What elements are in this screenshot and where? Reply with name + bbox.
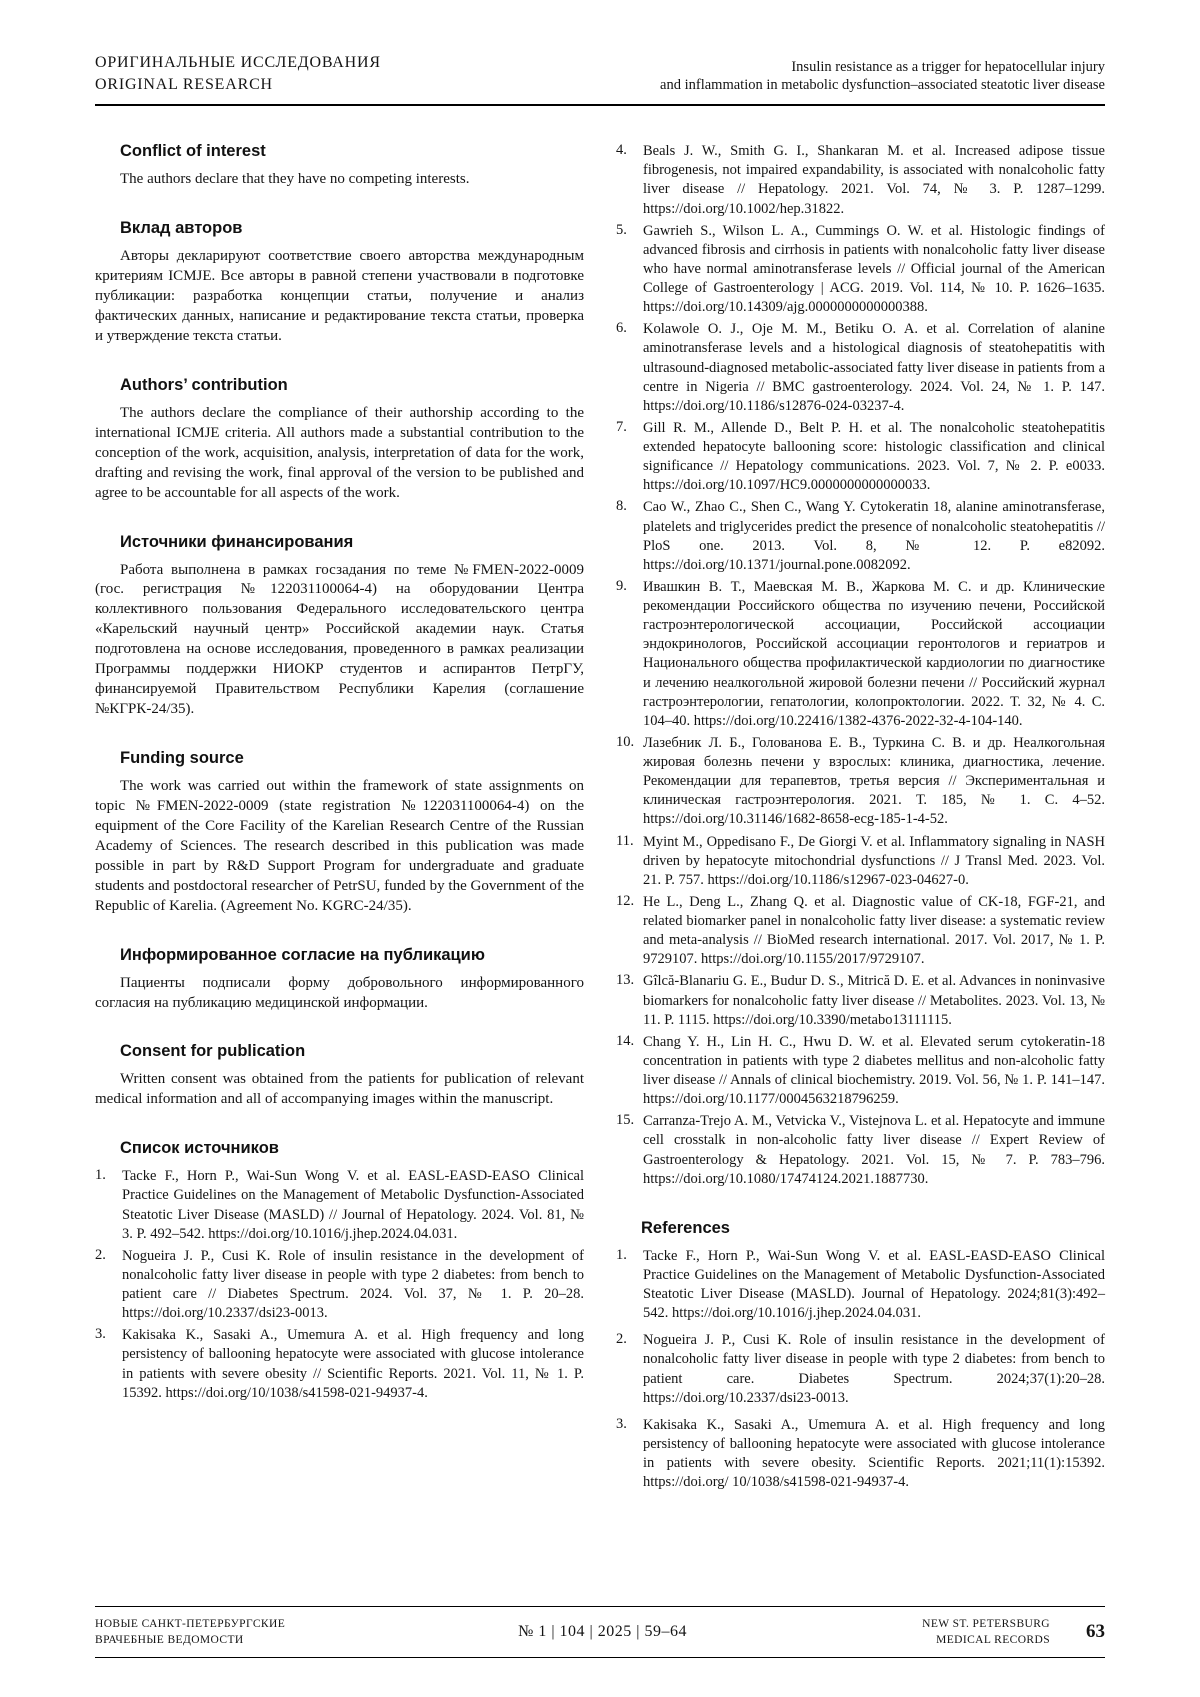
reference-number: 10. <box>616 733 635 750</box>
section-heading: Authors’ contribution <box>120 375 288 394</box>
section-text: Пациенты подписали форму добровольного информированного согласия на публикацию медицинской информации. <box>95 974 584 1011</box>
section-heading: Источники финансирования <box>120 532 354 551</box>
reference-item <box>95 1167 584 1244</box>
references-list-en <box>616 1247 1105 1493</box>
reference-text: Kolawole O. J., Oje M. M., Betiku O. A. et al. Correlation of alanine aminotransferase levels and a histological diagnosis of steatohepatitis with ultrasound-diagnosed metabolic-associated fatty liver disease in patients from a centre in Nigeria // BMC gastroenterology. 2024. Vol. 24, № 1. P. 147. https://doi.org/10.1186/s12876-024-03237-4. <box>643 321 1105 414</box>
reference-number: 7. <box>616 418 627 435</box>
reference-item <box>616 1033 1105 1110</box>
section-text: Авторы декларируют соответствие своего авторства международным критериям ICMJE. Все авторы в равной степени участвовали в подготовке публикации: разработка концепции статьи, получение и анализ фактических данных, написание и редактирование текста статьи, проверка и утверждение текста статьи. <box>95 248 584 344</box>
reference-text: Kakisaka K., Sasaki A., Umemura A. et al. High frequency and long persistency of ballooning hepatocyte were associated with glucose intolerance in patients with severe obesity. Scientific Reports. 2021;11(1):15392. https://doi.org/ 10/1038/s41598-021-94937-4. <box>643 1416 1105 1491</box>
page-footer <box>95 1606 1105 1658</box>
reference-number: 5. <box>616 221 627 238</box>
reference-number: 8. <box>616 498 627 515</box>
left-column <box>95 142 584 1521</box>
section-heading: Вклад авторов <box>120 219 243 238</box>
page-header <box>95 52 1105 106</box>
reference-item <box>616 419 1105 496</box>
statement-sections <box>95 142 584 1110</box>
section <box>95 219 584 347</box>
reference-item <box>616 893 1105 970</box>
section-heading: References <box>641 1218 730 1237</box>
rubric-en: ORIGINAL RESEARCH <box>95 75 273 93</box>
sources-ru-section <box>95 1139 584 1403</box>
reference-text: He L., Deng L., Zhang Q. et al. Diagnostic value of CK-18, FGF-21, and related biomarker panel in nonalcoholic fatty liver disease: a systematic review and meta-analysis // BioMed research international. 2017. Vol. 2017, № 1. P. 9729107. https://doi.org/10.1155/2017/9729107. <box>643 893 1105 968</box>
reference-text: Gawrieh S., Wilson L. A., Cummings O. W. et al. Histologic findings of advanced fibrosis and cirrhosis in patients with nonalcoholic fatty liver disease who have normal aminotransferase levels // Official journal of the American College of Gastroenterology | ACG. 2019. Vol. 114, № 10. P. 1626–1635. https://doi.org/10.14309/ajg.0000000000000388. <box>643 222 1105 316</box>
reference-number: 2. <box>95 1246 106 1263</box>
reference-number: 9. <box>616 577 627 594</box>
section <box>95 376 584 504</box>
reference-item <box>616 833 1105 890</box>
reference-text: Nogueira J. P., Cusi K. Role of insulin resistance in the development of nonalcoholic fatty liver disease in people with type 2 diabetes: from bench to patient care. Diabetes Spectrum. 2024;37(1):20–28. https://doi.org/10.2337/dsi23-0013. <box>643 1332 1105 1406</box>
reference-item <box>616 734 1105 830</box>
reference-item <box>616 222 1105 318</box>
reference-number: 15. <box>616 1112 635 1129</box>
section-heading: Информированное согласие на публикацию <box>120 945 485 964</box>
reference-text: Nogueira J. P., Cusi K. Role of insulin resistance in the development of nonalcoholic fatty liver disease in people with type 2 diabetes: from bench to patient care // Diabetes Spectrum. 2024. Vol. 37, № 1. P. 20–28. https://doi.org/10.2337/dsi23-0013. <box>122 1247 584 1322</box>
reference-item <box>616 320 1105 416</box>
right-column <box>616 142 1105 1521</box>
reference-text: Gill R. M., Allende D., Belt P. H. et al. The nonalcoholic steatohepatitis extended hepatocyte ballooning score: histologic classification and clinical significance // Hepatology communications. 2023. Vol. 7, № 2. P. e0033. https://doi.org/10.1097/HC9.0000000000000033. <box>643 419 1105 494</box>
section-heading: Conflict of interest <box>120 142 266 161</box>
reference-number: 3. <box>95 1326 106 1343</box>
section <box>95 533 584 721</box>
reference-number: 3. <box>616 1415 627 1432</box>
section <box>95 749 584 917</box>
reference-text: Gîlcă-Blanariu G. E., Budur D. S., Mitrică D. E. et al. Advances in noninvasive biomarkers for nonalcoholic fatty liver disease // Metabolites. 2023. Vol. 13, № 11. P. 1115. https://doi.org/10.3390/metabo13111115. <box>643 973 1105 1028</box>
section <box>95 946 584 1014</box>
footer-journal-ru-line1: НОВЫЕ САНКТ-ПЕТЕРБУРГСКИЕ <box>95 1617 286 1630</box>
section-text: Работа выполнена в рамках госзадания по теме №FMEN-2022-0009 (гос. регистрация №122031100064-4) на оборудовании Центра коллективного пользования Федерального исследовательского центра «Карельский научный центр» Российской академии наук. Статья подготовлена на основе исследования, проведенного в рамках реализации Программы поддержки НИОКР студентов и аспирантов ПетрГУ, финансируемой Правительством Республики Карелия (соглашение №КГРК-24/35). <box>95 561 584 718</box>
reference-text: Лазебник Л. Б., Голованова Е. В., Туркина С. В. и др. Неалкогольная жировая болезнь печени у взрослых: клиника, диагностика, лечение. Рекомендации для терапевтов, третья версия // Экспериментальная и клиническая гастроэнтерология. 2021. Т. 185, № 1. С. 4–52. https://doi.org/10.31146/1682-8658-ecg-185-1-4-52. <box>643 734 1105 828</box>
two-column-body <box>95 142 1105 1521</box>
reference-number: 14. <box>616 1032 635 1049</box>
footer-journal-ru-line2: ВРАЧЕБНЫЕ ВЕДОМОСТИ <box>95 1633 244 1646</box>
reference-item <box>95 1326 584 1403</box>
section-text: The work was carried out within the framework of state assignments on topic №FMEN-2022-0009 (state registration №122031100064-4) on the equipment of the Core Facility of the Karelian Research Centre of the Russian Academy of Sciences. The research described in this publication was made possible in part by R&D Support Program for undergraduate and graduate students and postdoctoral researcher of PetrSU, funded by the Government of the Republic of Karelia. (Agreement No. KGRC-24/35). <box>95 778 584 914</box>
footer-journal-name-en <box>860 1616 1050 1648</box>
section-text: Written consent was obtained from the patients for publication of relevant medical information and all of accompanying images within the manuscript. <box>95 1071 584 1108</box>
section-text: The authors declare that they have no competing interests. <box>120 171 470 188</box>
reference-item <box>616 498 1105 575</box>
reference-number: 6. <box>616 320 627 337</box>
reference-text: Kakisaka K., Sasaki A., Umemura A. et al. High frequency and long persistency of ballooning hepatocyte were associated with glucose intolerance in patients with severe obesity // Scientific Reports. 2021. Vol. 11, № 1. P. 15392. https://doi.org/10/1038/s41598-021-94937-4. <box>122 1327 584 1401</box>
reference-number: 2. <box>616 1331 627 1348</box>
rubric-ru: ОРИГИНАЛЬНЫЕ ИССЛЕДОВАНИЯ <box>95 54 381 71</box>
reference-text: Tacke F., Horn P., Wai-Sun Wong V. et al. EASL-EASD-EASO Clinical Practice Guidelines on the Management of Metabolic Dysfunction-Associated Steatotic Liver Disease (MASLD). Journal of Hepatology. 2024;81(3):492–542. https://doi.org/10.1016/j.jhep.2024.04.031. <box>643 1247 1105 1322</box>
footer-journal-en-line2: MEDICAL RECORDS <box>936 1633 1050 1646</box>
reference-number: 13. <box>616 972 635 989</box>
reference-text: Cao W., Zhao C., Shen C., Wang Y. Cytokeratin 18, alanine aminotransferase, platelets and triglycerides predict the presence of nonalcoholic steatohepatitis // PloS one. 2013. Vol. 8, № 12. P. e82092. https://doi.org/10.1371/journal.pone.0082092. <box>643 499 1105 573</box>
reference-number: 1. <box>95 1167 106 1184</box>
reference-item <box>616 1416 1105 1493</box>
reference-text: Ивашкин В. Т., Маевская М. В., Жаркова М. С. и др. Клинические рекомендации Российского общества по изучению печени, Российской гастроэнтерологической ассоциации, Российской ассоциации эндокринологов, Российской ассоциации геронтологов и гериатров и Национального общества профилактической кардиологии по диагностике и лечению неалкогольной жировой болезни печени // Российский журнал гастроэнтерологии, гепатологии, колопроктологии. 2022. Т. 32, № 4. С. 104–40. https://doi.org/10.22416/1382-4376-2022-32-4-104-140. <box>643 578 1105 729</box>
footer-journal-name-ru <box>95 1616 345 1648</box>
section-text: The authors declare the compliance of their authorship according to the international ICMJE criteria. All authors made a substantial contribution to the conception of the work, acquisition, analysis, interpretation of data for the work, drafting and revising the work, final approval of the version to be published and agree to be accountable for all aspects of the work. <box>95 404 584 501</box>
reference-text: Beals J. W., Smith G. I., Shankaran M. et al. Increased adipose tissue fibrogenesis, not impaired expandability, is associated with nonalcoholic fatty liver disease // Hepatology. 2021. Vol. 74, № 3. P. 1287–1299. https://doi.org/10.1002/hep.31822. <box>643 143 1105 217</box>
reference-item <box>616 972 1105 1029</box>
references-en-section <box>616 1219 1105 1493</box>
section-heading: Список источников <box>120 1139 279 1158</box>
footer-journal-en-line1: NEW ST. PETERSBURG <box>922 1617 1050 1630</box>
section <box>95 142 584 190</box>
running-title <box>660 58 1105 96</box>
reference-number: 4. <box>616 142 627 159</box>
reference-item <box>616 142 1105 219</box>
footer-issue-info: № 1 | 104 | 2025 | 59–64 <box>518 1622 687 1640</box>
section-heading: Consent for publication <box>120 1042 306 1061</box>
reference-number: 12. <box>616 892 635 909</box>
reference-number: 1. <box>616 1246 627 1263</box>
references-list-ru <box>95 1167 584 1403</box>
reference-item <box>616 1331 1105 1408</box>
references-list-ru-continued <box>616 142 1105 1189</box>
reference-item <box>616 1247 1105 1324</box>
reference-text: Tacke F., Horn P., Wai-Sun Wong V. et al. EASL-EASD-EASO Clinical Practice Guidelines on the Management of Metabolic Dysfunction-Associated Steatotic Liver Disease (MASLD) // Journal of Hepatology. 2024. Vol. 81, № 3. P. 492–542. https://doi.org/10.1016/j.jhep.2024.04.031. <box>122 1168 584 1242</box>
reference-item <box>616 578 1105 731</box>
reference-item <box>616 1112 1105 1189</box>
reference-number: 11. <box>616 832 634 849</box>
running-title-line1: Insulin resistance as a trigger for hepatocellular injury <box>791 58 1105 75</box>
section <box>95 1042 584 1110</box>
reference-text: Chang Y. H., Lin H. C., Hwu D. W. et al. Elevated serum cytokeratin-18 concentration in patients with type 2 diabetes mellitus and non-alcoholic fatty liver disease // Annals of clinical biochemistry. 2019. Vol. 56, № 1. P. 141–147. https://doi.org/10.1177/0004563218796259. <box>643 1033 1105 1108</box>
running-title-line2: and inflammation in metabolic dysfunction–associated steatotic liver disease <box>660 77 1105 94</box>
reference-item <box>95 1247 584 1324</box>
section-rubric <box>95 52 381 95</box>
reference-text: Carranza-Trejo A. M., Vetvicka V., Vistejnova L. et al. Hepatocyte and immune cell crosstalk in non-alcoholic fatty liver disease // Expert Review of Gastroenterology & Hepatology. 2021. Vol. 15, № 7. P. 783–796. https://doi.org/10.1080/17474124.2021.1887730. <box>643 1113 1105 1187</box>
section-heading: Funding source <box>120 749 244 767</box>
page-number: 63 <box>1086 1620 1105 1642</box>
reference-text: Myint M., Oppedisano F., De Giorgi V. et al. Inflammatory signaling in NASH driven by hepatocyte mitochondrial dysfunctions // J Transl Med. 2023. Vol. 21. P. 757. https://doi.org/10.1186/s12967-023-04627-0. <box>643 833 1105 888</box>
